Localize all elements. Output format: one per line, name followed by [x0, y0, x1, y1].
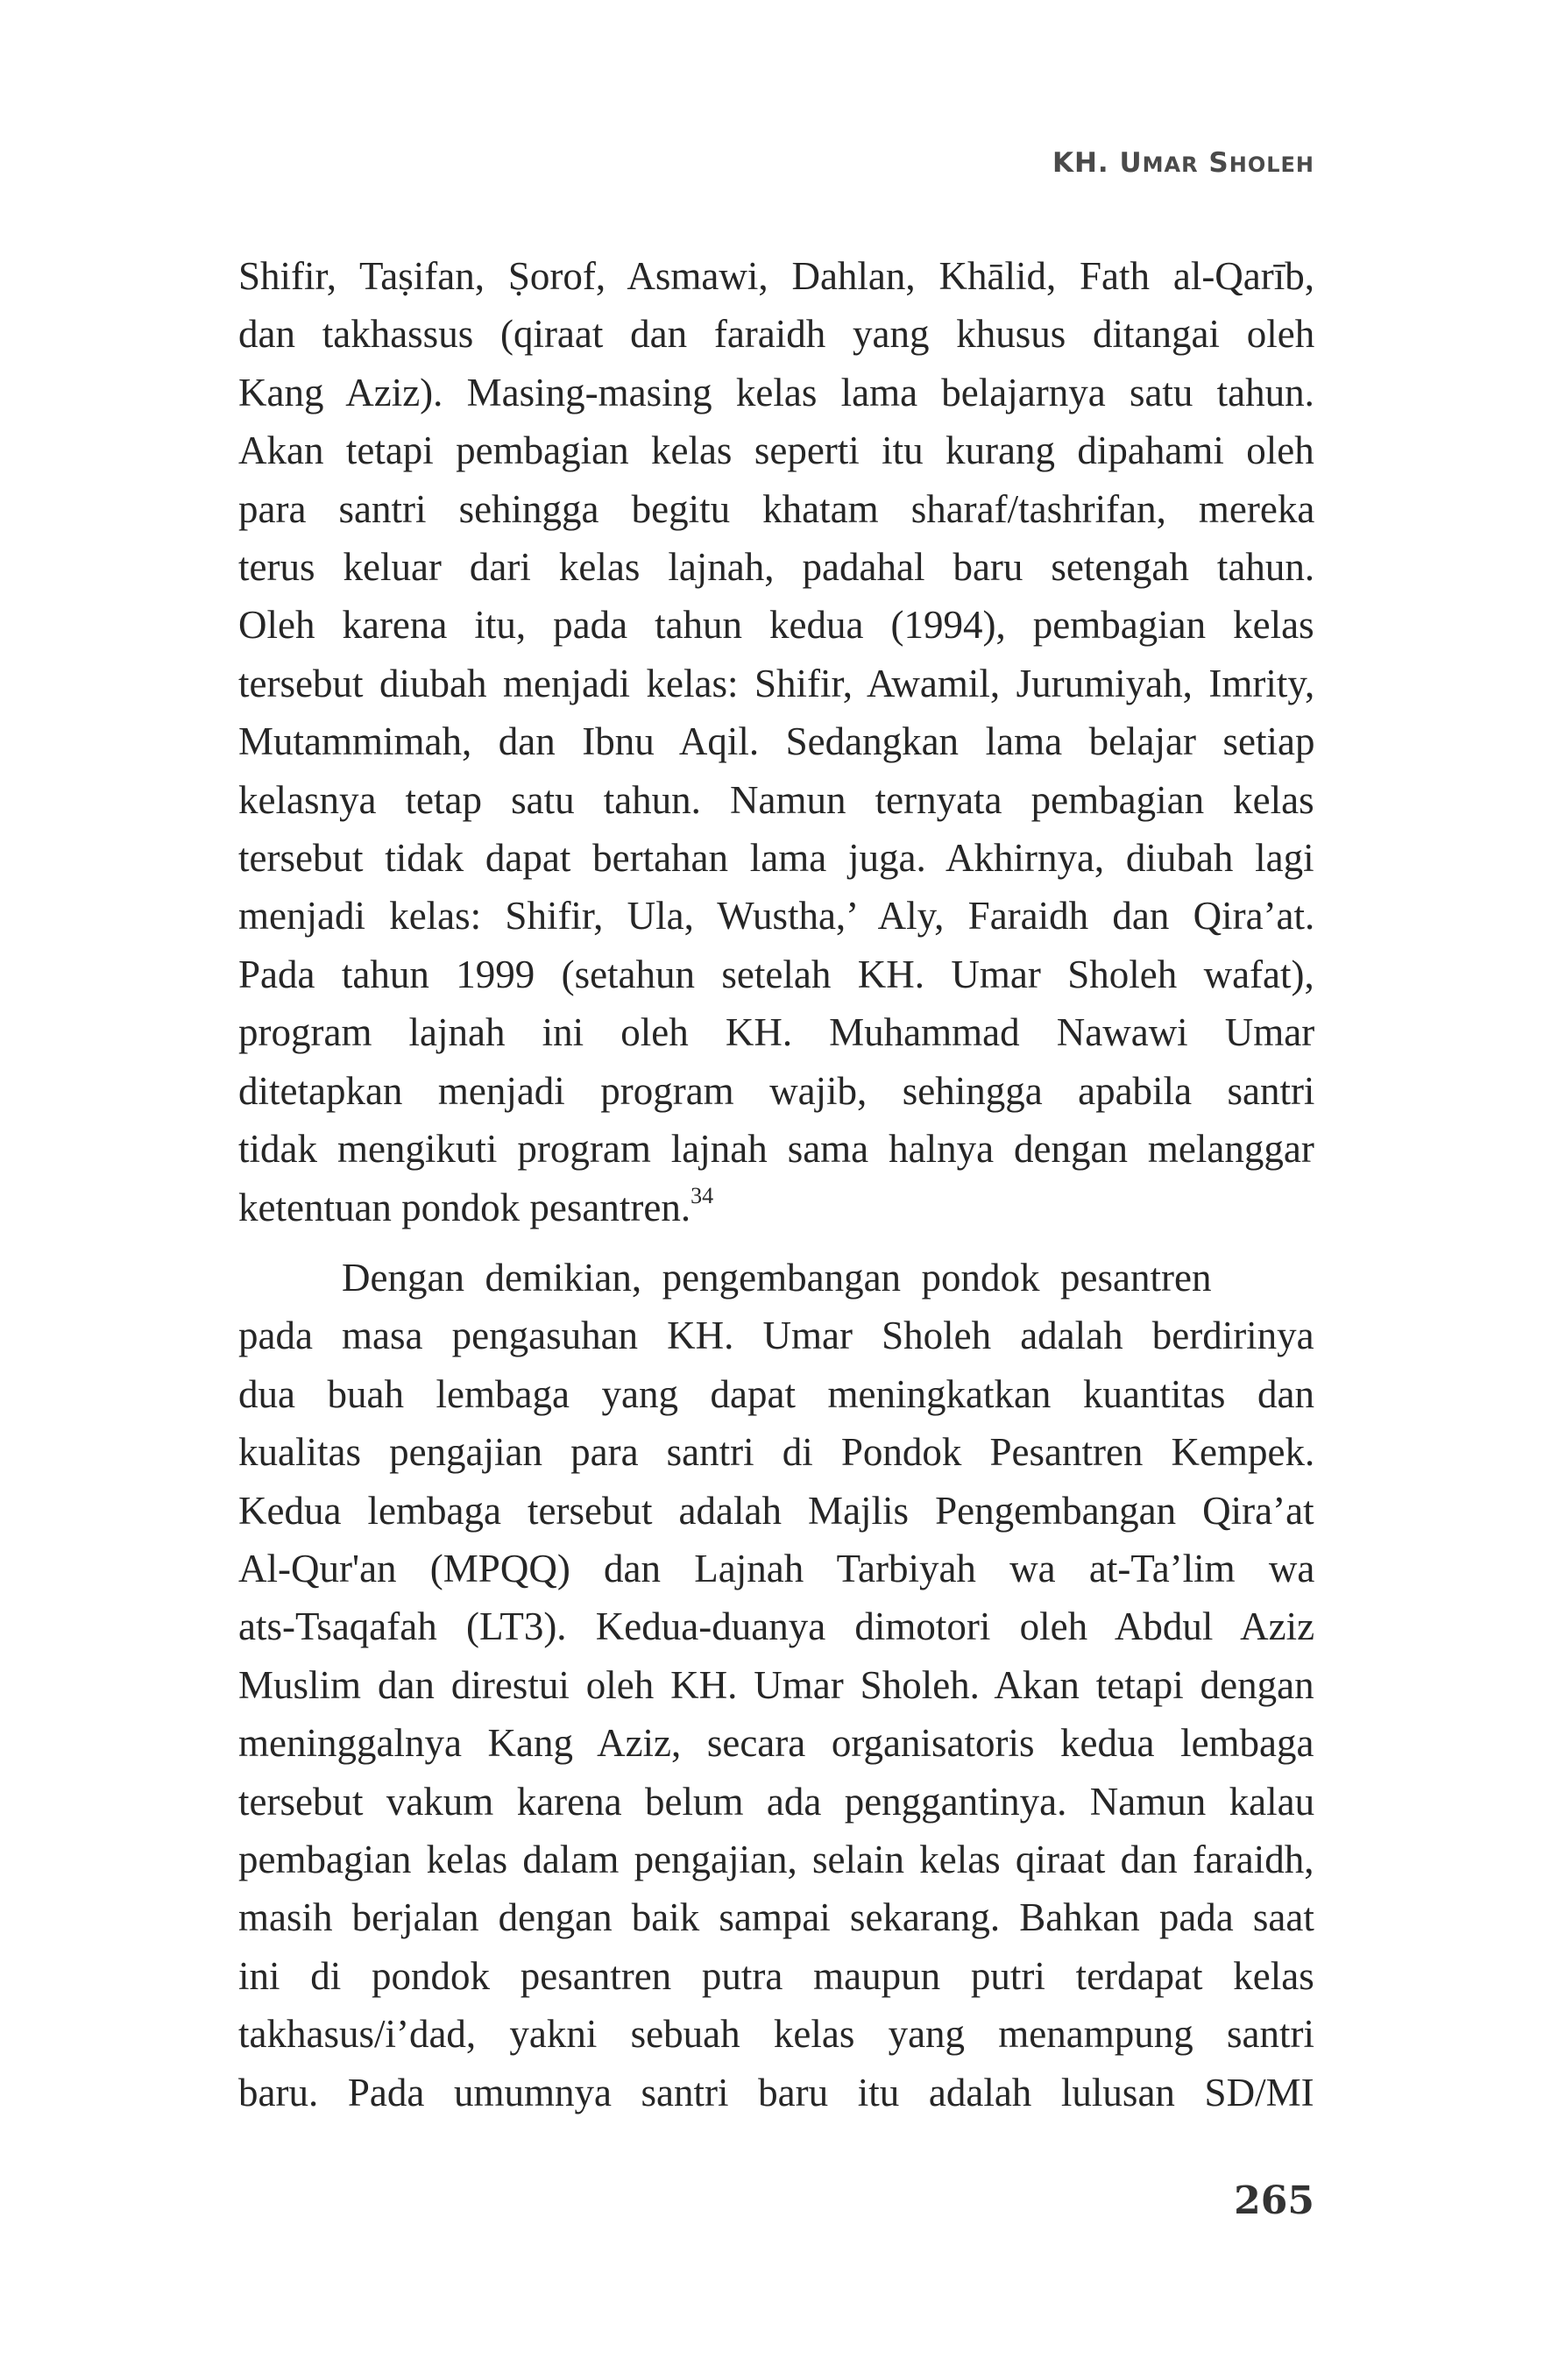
text-line: Oleh karena itu, pada tahun kedua (1994), pembagian kelas — [238, 603, 1314, 648]
text-line: baru. Pada umumnya santri baru itu adalah lulusan SD/MI — [238, 2070, 1314, 2114]
paragraph-1 — [238, 247, 1314, 1236]
text-line: para santri sehingga begitu khatam sharaf/tashrifan, mereka — [238, 486, 1315, 531]
running-header — [1052, 147, 1314, 179]
text-line: Akan tetapi pembagian kelas seperti itu kurang dipahami oleh — [238, 429, 1314, 473]
text-line: takhasus/i’dad, yakni sebuah kelas yang menampung santri — [238, 2012, 1314, 2057]
page-number: 265 — [1234, 2178, 1314, 2223]
footnote-reference[interactable]: 34 — [691, 1182, 714, 1208]
text-line: meninggalnya Kang Aziz, secara organisatoris kedua lembaga — [238, 1721, 1314, 1766]
text-line: masih berjalan dengan baik sampai sekarang. Bahkan pada saat — [238, 1895, 1314, 1940]
text-line: kelasnya tetap satu tahun. Namun ternyata pembagian kelas — [238, 777, 1314, 822]
text-line: tersebut tidak dapat bertahan lama juga. Akhirnya, diubah lagi — [238, 836, 1314, 881]
text-line: Dengan demikian, pengembangan pondok pesantren — [342, 1255, 1212, 1300]
running-header-part: MAR — [1142, 152, 1199, 177]
text-line-content: ketentuan pondok pesantren. — [238, 1185, 691, 1229]
text-line: Al-Qur'an (MPQQ) dan Lajnah Tarbiyah wa at-Ta’lim wa — [238, 1546, 1315, 1590]
text-line — [238, 1179, 1314, 1236]
text-line: Mutammimah, dan Ibnu Aqil. Sedangkan lama belajar setiap — [238, 719, 1315, 764]
text-line: Kang Aziz). Masing-masing kelas lama belajarnya satu tahun. — [238, 370, 1314, 414]
text-line: program lajnah ini oleh KH. Muhammad Nawawi Umar — [238, 1010, 1315, 1055]
text-line: tidak mengikuti program lajnah sama halnya dengan melanggar — [238, 1127, 1314, 1172]
text-line: pada masa pengasuhan KH. Umar Sholeh adalah berdirinya — [238, 1314, 1314, 1358]
text-line: ini di pondok pesantren putra maupun putri terdapat kelas — [238, 1953, 1314, 1998]
running-header-part: HOLEH — [1229, 152, 1314, 177]
text-line: dua buah lembaga yang dapat meningkatkan kuantitas dan — [238, 1371, 1314, 1416]
text-line: tersebut diubah menjadi kelas: Shifir, Awamil, Jurumiyah, Imrity, — [238, 661, 1315, 705]
text-line: Pada tahun 1999 (setahun setelah KH. Umar Sholeh wafat), — [238, 952, 1314, 996]
text-line: Kedua lembaga tersebut adalah Majlis Pengembangan Qira’at — [238, 1488, 1314, 1533]
text-line: Muslim dan direstui oleh KH. Umar Sholeh. Akan tetapi dengan — [238, 1662, 1314, 1707]
running-header-part: S — [1198, 147, 1229, 179]
running-header-part: KH. U — [1052, 147, 1143, 179]
text-line: menjadi kelas: Shifir, Ula, Wustha,’ Aly, Faraidh dan Qira’at. — [238, 894, 1315, 939]
text-line: terus keluar dari kelas lajnah, padahal baru setengah tahun. — [238, 545, 1315, 590]
text-line: ats-Tsaqafah (LT3). Kedua-duanya dimotori oleh Abdul Aziz — [238, 1604, 1315, 1649]
paragraph-2 — [238, 1249, 1314, 2121]
text-line: ditetapkan menjadi program wajib, sehingga apabila santri — [238, 1068, 1315, 1113]
text-line: tersebut vakum karena belum ada penggantinya. Namun kalau — [238, 1779, 1315, 1824]
text-line: pembagian kelas dalam pengajian, selain kelas qiraat dan faraidh, — [238, 1837, 1314, 1881]
body-text — [238, 247, 1314, 2121]
text-line: Shifir, Taṣifan, Ṣorof, Asmawi, Dahlan, Khālid, Fath al-Qarīb, — [238, 254, 1315, 298]
text-line: kualitas pengajian para santri di Pondok Pesantren Kempek. — [238, 1430, 1315, 1475]
text-line: dan takhassus (qiraat dan faraidh yang khusus ditangai oleh — [238, 312, 1315, 357]
